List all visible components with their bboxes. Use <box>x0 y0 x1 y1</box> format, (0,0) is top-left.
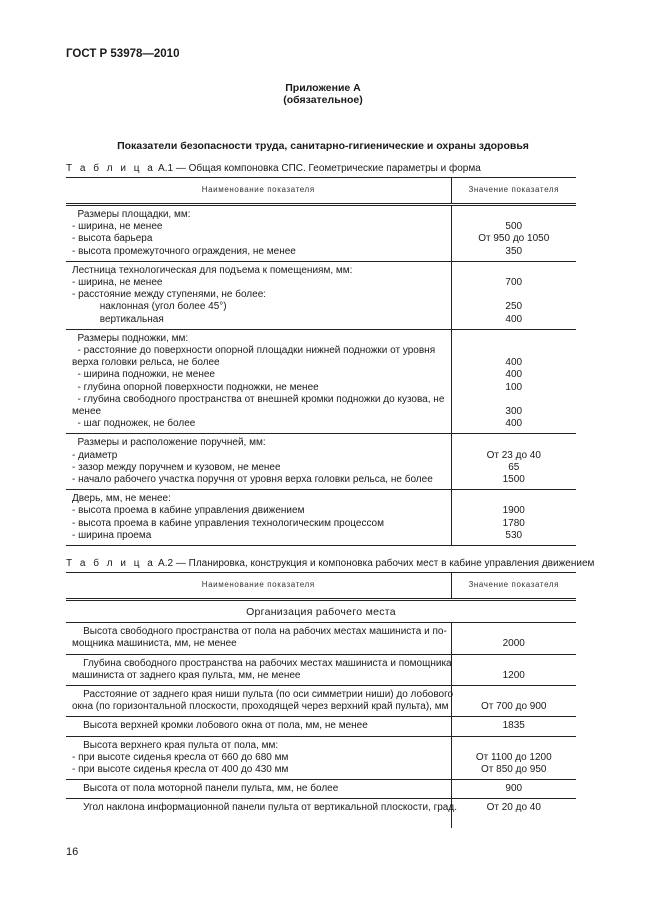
indicator-name <box>66 686 454 717</box>
appendix-status: (обязательное) <box>283 94 363 106</box>
section-title: Показатели безопасности труда, санитарно-гигиенические и охраны здоровья <box>117 140 529 152</box>
table-row <box>66 799 576 818</box>
cell-line <box>454 333 575 345</box>
cell-line: 700 <box>505 277 523 289</box>
cell-line: 500 <box>505 221 523 233</box>
cell-line <box>454 209 575 221</box>
indicator-name <box>66 434 451 490</box>
indicator-name <box>66 329 451 434</box>
table-header <box>66 573 576 600</box>
cell-line <box>454 394 575 406</box>
cell-line: 300 <box>505 406 523 418</box>
indicator-value <box>451 717 576 736</box>
appendix-title: Приложение А <box>285 82 361 94</box>
indicator-value <box>451 736 576 780</box>
cell-line <box>454 689 575 701</box>
cell-line: От 950 до 1050 <box>478 233 550 245</box>
indicator-name <box>66 654 451 685</box>
cell-line: менее <box>72 406 102 418</box>
cell-line: Высота верхнего края пульта от пола, мм: <box>72 739 279 751</box>
table-a1 <box>66 177 576 546</box>
indicator-name <box>66 623 451 654</box>
cell-line: - расстояние между ступенями, не более: <box>72 289 267 301</box>
cell-line: 400 <box>505 313 523 325</box>
table-row <box>66 329 576 434</box>
cell-line <box>454 626 575 638</box>
cell-line: - ширина, не менее <box>72 221 163 233</box>
table-row <box>66 205 576 262</box>
cell-line: Угол наклона информационной панели пульта от вертикальной плоскости, град. <box>72 802 457 814</box>
table-row <box>66 261 576 329</box>
column-divider <box>451 818 452 828</box>
cell-line: От 23 до 40 <box>486 449 541 461</box>
table-header <box>66 178 576 205</box>
cell-line: 530 <box>505 529 523 541</box>
cell-line: Размеры подножки, мм: <box>72 332 189 344</box>
indicator-value <box>451 623 576 654</box>
cell-line: - при высоте сиденья кресла от 400 до 430 мм <box>72 764 289 776</box>
cell-line: Размеры и расположение поручней, мм: <box>72 437 266 449</box>
cell-line: окна (по горизонтальной плоскости, проходящей через верхний край пульта), мм <box>72 701 449 713</box>
cell-line: 1500 <box>502 474 525 486</box>
indicator-value <box>451 799 576 818</box>
page-number: 16 <box>66 846 79 858</box>
indicator-value <box>451 329 576 434</box>
indicator-name <box>66 205 451 262</box>
cell-line: 1780 <box>502 517 525 529</box>
cell-line: Высота от пола моторной панели пульта, мм, не более <box>72 783 339 795</box>
cell-line: - высота проема в кабине управления движением <box>72 505 305 517</box>
cell-line: мощника машиниста, мм, не менее <box>72 638 237 650</box>
indicator-value <box>451 780 576 799</box>
cell-line: верха головки рельса, не более <box>72 357 220 369</box>
cell-line: Дверь, мм, не менее: <box>72 493 171 505</box>
cell-line <box>454 345 575 357</box>
cell-line: - ширина, не менее <box>72 277 163 289</box>
cell-line: вертикальная <box>72 313 164 325</box>
cell-line: Высота свободного пространства от пола на рабочих местах машиниста и по- <box>72 626 447 638</box>
cell-line: - глубина свободного пространства от внешней кромки подножки до кузова, не <box>72 393 445 405</box>
indicator-value <box>451 490 576 546</box>
indicator-value <box>451 686 576 717</box>
col-header-name: Наименование показателя <box>66 573 451 600</box>
indicator-name <box>66 799 457 818</box>
cell-line: - высота барьера <box>72 233 153 245</box>
indicator-name <box>66 261 451 329</box>
indicator-value <box>451 654 576 685</box>
indicator-value <box>451 434 576 490</box>
cell-line: - ширина проема <box>72 529 152 541</box>
table-row <box>66 623 576 654</box>
table-row <box>66 780 576 799</box>
indicator-value <box>451 205 576 262</box>
indicator-name <box>66 780 451 799</box>
cell-line: - начало рабочего участка поручня от уровня верха головки рельса, не более <box>72 474 433 486</box>
table-a2 <box>66 572 576 818</box>
cell-line: 2000 <box>502 638 525 650</box>
table1-caption: Т а б л и ц а А.1 — Общая компоновка СПС. Геометрические параметры и форма <box>66 163 481 174</box>
cell-line: 100 <box>505 381 523 393</box>
table-row <box>66 686 576 717</box>
cell-line: - высота промежуточного ограждения, не менее <box>72 245 296 257</box>
cell-line <box>454 289 575 301</box>
cell-line: - при высоте сиденья кресла от 660 до 680 мм <box>72 751 289 763</box>
cell-line: 350 <box>505 245 523 257</box>
col-header-value: Значение показателя <box>451 178 576 205</box>
cell-line: 400 <box>505 418 523 430</box>
cell-line: - диаметр <box>72 449 118 461</box>
cell-line: 400 <box>505 357 523 369</box>
cell-line: - глубина опорной поверхности подножки, не менее <box>72 381 319 393</box>
table-row <box>66 490 576 546</box>
table-row <box>66 654 576 685</box>
cell-line <box>454 658 575 670</box>
cell-line: От 850 до 950 <box>481 764 547 776</box>
cell-line: 65 <box>508 461 520 473</box>
standard-number: ГОСТ Р 53978—2010 <box>66 48 180 60</box>
col-header-name: Наименование показателя <box>66 178 451 205</box>
table-row <box>66 736 576 780</box>
col-header-value: Значение показателя <box>451 573 576 600</box>
cell-line: 1900 <box>502 505 525 517</box>
cell-line <box>454 740 575 752</box>
cell-line: - шаг подножек, не более <box>72 418 196 430</box>
table-row <box>66 434 576 490</box>
cell-line <box>454 437 575 449</box>
table2-caption: Т а б л и ц а А.2 — Планировка, конструкция и компоновка рабочих мест в кабине управления движением <box>66 558 595 569</box>
cell-line: - высота проема в кабине управления технологическим процессом <box>72 517 384 529</box>
section-row <box>66 600 576 623</box>
indicator-name <box>66 717 451 736</box>
cell-line: Глубина свободного пространства на рабочих местах машиниста и помощника <box>72 657 452 669</box>
indicator-value <box>451 261 576 329</box>
cell-line <box>454 493 575 505</box>
cell-line: - зазор между поручнем и кузовом, не менее <box>72 461 281 473</box>
cell-line: Размеры площадки, мм: <box>72 209 191 220</box>
cell-line: наклонная (угол более 45°) <box>72 301 227 313</box>
cell-line <box>454 265 575 277</box>
indicator-name <box>66 736 451 780</box>
table-row <box>66 717 576 736</box>
cell-line: Высота верхней кромки лобового окна от пола, мм, не менее <box>72 720 368 732</box>
cell-line: - ширина подножки, не менее <box>72 369 215 381</box>
cell-line: 900 <box>505 783 523 795</box>
cell-line: 1200 <box>502 669 525 681</box>
section-label: Организация рабочего места <box>246 606 396 618</box>
cell-line: 250 <box>505 301 523 313</box>
cell-line: машиниста от заднего края пульта, мм, не менее <box>72 669 301 681</box>
cell-line: - расстояние до поверхности опорной площадки нижней подножки от уровня <box>72 345 436 357</box>
cell-line: Лестница технологическая для подъема к помещениям, мм: <box>72 264 353 276</box>
cell-line: От 1100 до 1200 <box>475 751 552 763</box>
cell-line: 400 <box>505 369 523 381</box>
cell-line: 1835 <box>502 720 525 732</box>
cell-line: От 700 до 900 <box>481 701 547 713</box>
indicator-name <box>66 490 451 546</box>
cell-line: Расстояние от заднего края ниши пульта (по оси симметрии ниши) до лобового <box>72 689 454 701</box>
cell-line: От 20 до 40 <box>486 802 541 814</box>
